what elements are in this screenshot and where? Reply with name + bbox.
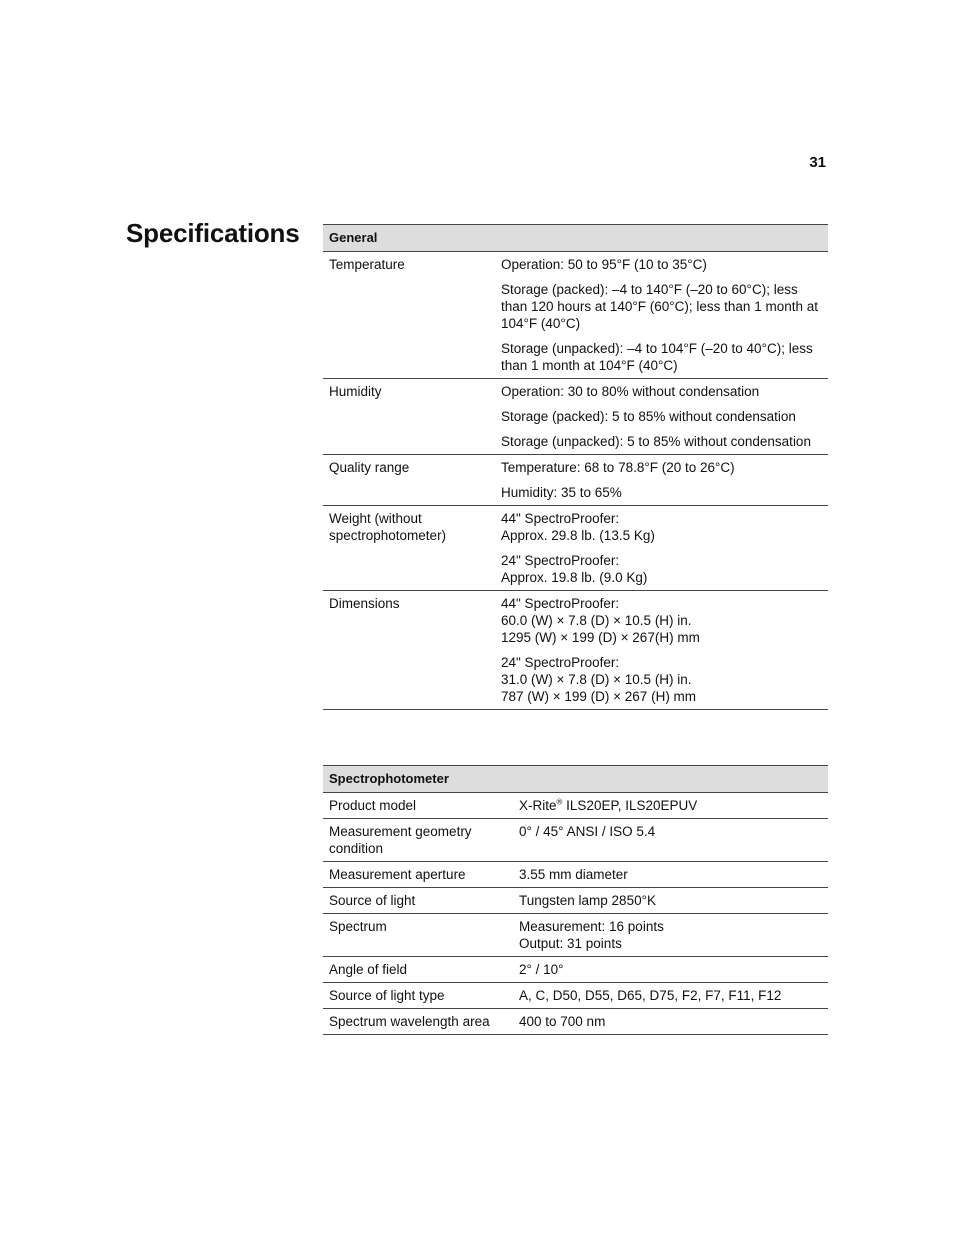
row-value — [495, 455, 828, 506]
value-line: 44" SpectroProofer: Approx. 29.8 lb. (13.5 Kg) — [501, 511, 655, 543]
row-label: Measurement geometry condition — [323, 819, 513, 862]
value-line: Temperature: 68 to 78.8°F (20 to 26°C) — [501, 460, 735, 475]
row-value: 0° / 45° ANSI / ISO 5.4 — [513, 819, 828, 862]
value-line: Operation: 30 to 80% without condensation — [501, 384, 760, 399]
row-value: A, C, D50, D55, D65, D75, F2, F7, F11, F12 — [513, 983, 828, 1009]
row-value: Measurement: 16 points Output: 31 points — [513, 914, 828, 957]
row-value — [495, 591, 828, 710]
row-value: 2° / 10° — [513, 957, 828, 983]
row-label: Quality range — [323, 455, 495, 506]
value-line: 24" SpectroProofer: 31.0 (W) × 7.8 (D) × 10.5 (H) in. 787 (W) × 199 (D) × 267 (H) mm — [501, 655, 697, 704]
row-label: Spectrum wavelength area — [323, 1009, 513, 1035]
table-row — [323, 591, 828, 710]
value-line: Operation: 50 to 95°F (10 to 35°C) — [501, 257, 707, 272]
row-value: 3.55 mm diameter — [513, 862, 828, 888]
row-value — [495, 506, 828, 591]
table-row — [323, 252, 828, 379]
value-line: Humidity: 35 to 65% — [501, 485, 622, 500]
row-value — [513, 793, 828, 819]
table-row — [323, 793, 828, 819]
model-names: ILS20EP, ILS20EPUV — [562, 798, 698, 813]
registered-mark: ® — [556, 797, 563, 807]
row-label: Source of light — [323, 888, 513, 914]
table-row — [323, 862, 828, 888]
table-row — [323, 914, 828, 957]
row-value — [495, 252, 828, 379]
value-line: Storage (packed): –4 to 140°F (–20 to 60°C); less than 120 hours at 140°F (60°C); less than 1 month at 104°F (40°C) — [501, 282, 818, 331]
row-label: Temperature — [323, 252, 495, 379]
row-label: Dimensions — [323, 591, 495, 710]
value-line: Storage (unpacked): 5 to 85% without condensation — [501, 434, 811, 449]
general-table-header: General — [323, 225, 828, 252]
row-label: Spectrum — [323, 914, 513, 957]
table-row — [323, 957, 828, 983]
general-specs-table — [323, 224, 828, 710]
value-line: 44" SpectroProofer: 60.0 (W) × 7.8 (D) × 10.5 (H) in. 1295 (W) × 199 (D) × 267(H) mm — [501, 596, 700, 645]
page-title: Specifications — [126, 218, 300, 248]
page-number: 31 — [809, 154, 826, 171]
table-row — [323, 506, 828, 591]
row-label: Measurement aperture — [323, 862, 513, 888]
row-value: Tungsten lamp 2850°K — [513, 888, 828, 914]
brand-name: X-Rite — [519, 798, 557, 813]
table-row — [323, 983, 828, 1009]
row-label: Source of light type — [323, 983, 513, 1009]
row-label: Humidity — [323, 379, 495, 455]
row-value: 400 to 700 nm — [513, 1009, 828, 1035]
table-row — [323, 455, 828, 506]
table-row — [323, 819, 828, 862]
value-line: 24" SpectroProofer: Approx. 19.8 lb. (9.0 Kg) — [501, 553, 648, 585]
spectrophotometer-table-header: Spectrophotometer — [323, 766, 828, 793]
value-line: Storage (packed): 5 to 85% without condensation — [501, 409, 796, 424]
row-label: Angle of field — [323, 957, 513, 983]
table-row — [323, 1009, 828, 1035]
row-value — [495, 379, 828, 455]
spectrophotometer-specs-table — [323, 765, 828, 1035]
table-row — [323, 888, 828, 914]
row-label: Weight (without spectrophotometer) — [323, 506, 495, 591]
row-label: Product model — [323, 793, 513, 819]
value-line: Storage (unpacked): –4 to 104°F (–20 to 40°C); less than 1 month at 104°F (40°C) — [501, 341, 813, 373]
table-row — [323, 379, 828, 455]
